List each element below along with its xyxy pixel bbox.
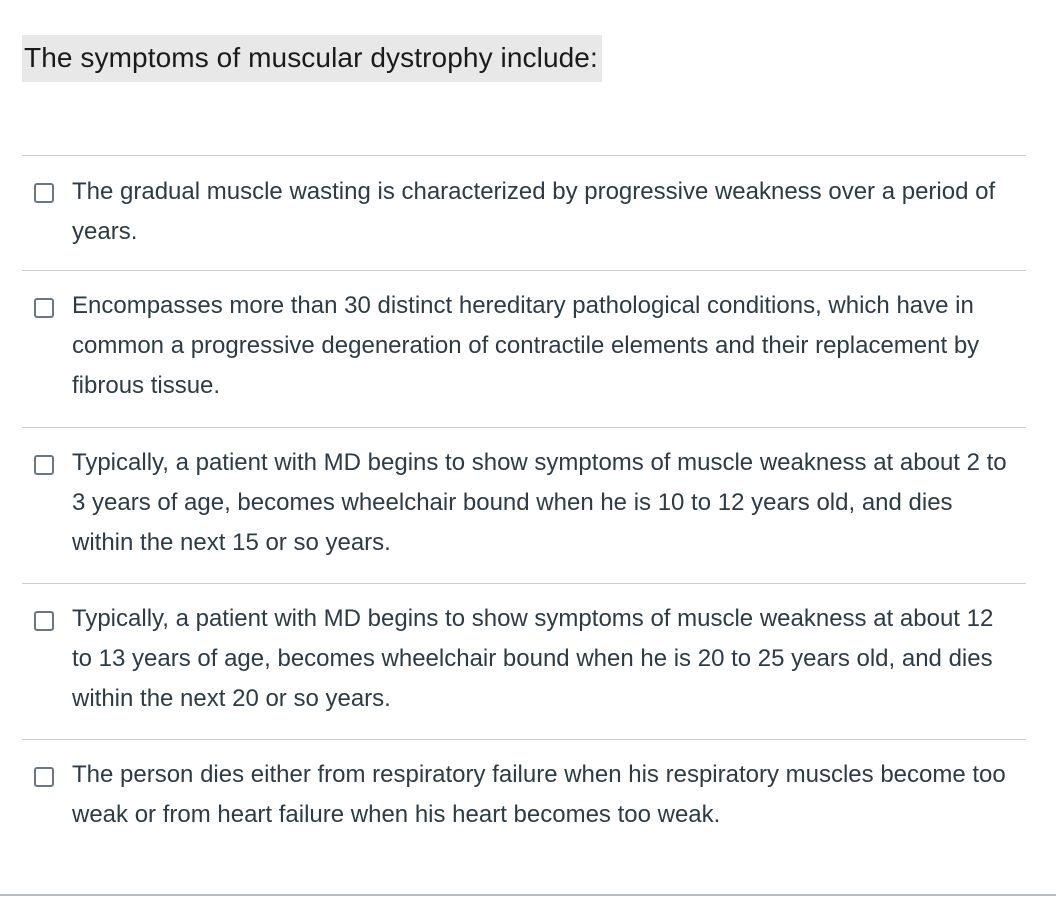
bottom-divider — [0, 894, 1056, 896]
answer-label: The gradual muscle wasting is characterized by progressive weakness over a period of years. — [72, 178, 996, 245]
checkbox[interactable] — [34, 183, 54, 203]
answer-option-2[interactable] — [22, 270, 1026, 428]
answer-option-5[interactable] — [22, 739, 1026, 860]
answer-label: The person dies either from respiratory failure when his respiratory muscles become too weak or from heart failure when his heart becomes too weak. — [72, 761, 1006, 828]
checkbox[interactable] — [34, 611, 54, 631]
checkbox[interactable] — [34, 767, 54, 787]
checkbox[interactable] — [34, 298, 54, 318]
checkbox[interactable] — [34, 455, 54, 475]
answer-option-1[interactable] — [22, 155, 1026, 271]
answer-label: Typically, a patient with MD begins to show symptoms of muscle weakness at about 2 to 3 years of age, becomes wheelchair bound when he is 10 to 12 years old, and dies within the next 15 or so years. — [72, 449, 1007, 556]
answer-option-3[interactable] — [22, 427, 1026, 584]
question-title: The symptoms of muscular dystrophy include: — [22, 35, 602, 82]
answer-label: Encompasses more than 30 distinct hereditary pathological conditions, which have in common a progressive degeneration of contractile elements and their replacement by fibrous tissue. — [72, 292, 980, 399]
answer-option-4[interactable] — [22, 583, 1026, 740]
answer-label: Typically, a patient with MD begins to show symptoms of muscle weakness at about 12 to 13 years of age, becomes wheelchair bound when he is 20 to 25 years old, and dies within the next 20 or so years. — [72, 605, 994, 712]
